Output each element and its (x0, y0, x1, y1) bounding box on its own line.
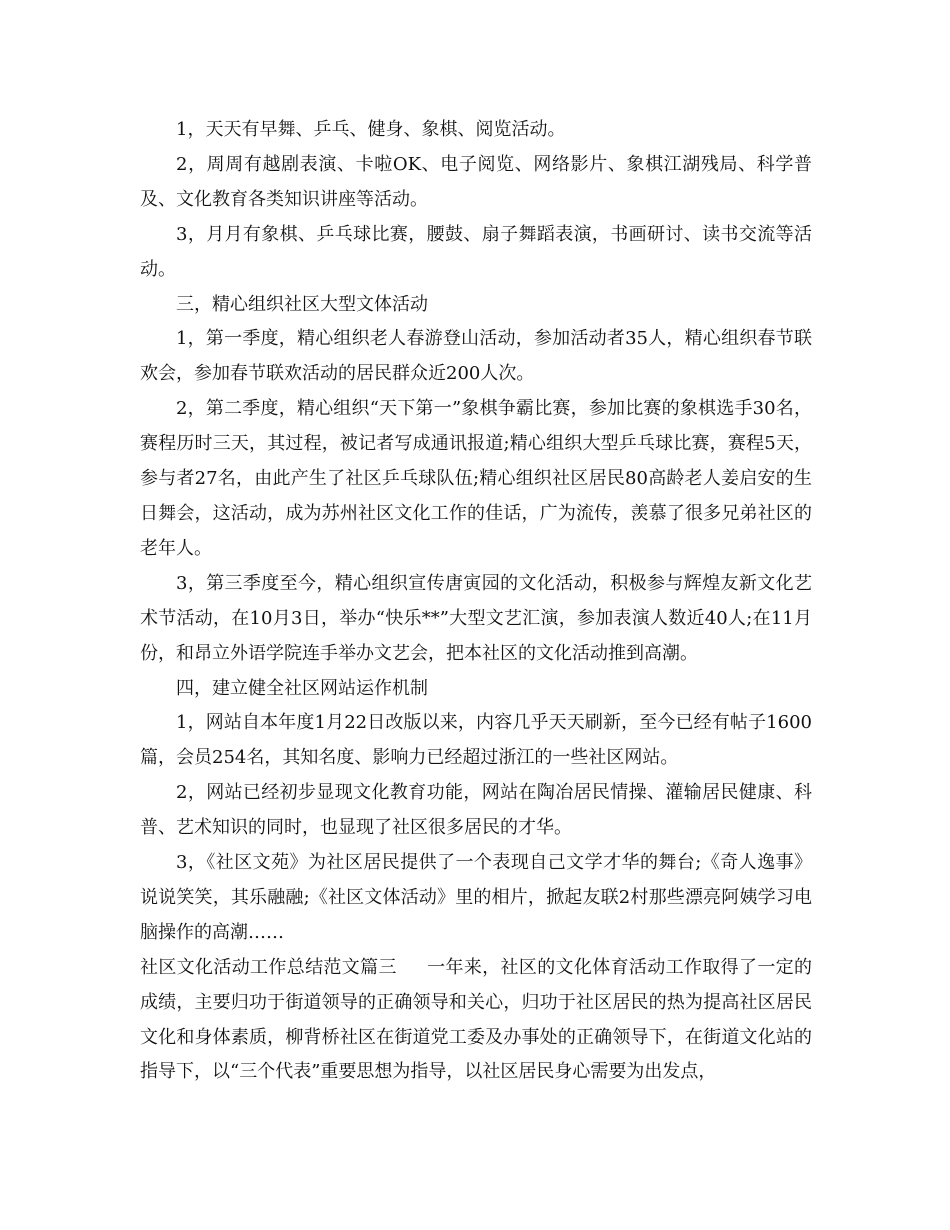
heading-website-mechanism: 四，建立健全社区网站运作机制 (176, 677, 428, 699)
paragraph-second-quarter: 2，第二季度，精心组织“天下第一”象棋争霸比赛，参加比赛的象棋选手30名，赛程历时三天，其过程，被记者写成通讯报道;精心组织大型乒乓球比赛，赛程5天，参与者27名，由此产生了社区乒乓球队伍;精心组织社区居民80高龄老人姜启安的生日舞会，这活动，成为苏州社区文化工作的佳话，广为流传，羡慕了很多兄弟社区的老年人。 (140, 398, 812, 559)
paragraph-third-quarter: 3，第三季度至今，精心组织宣传唐寅园的文化活动，积极参与辉煌友新文化艺术节活动，在10月3日，举办“快乐**”大型文艺汇演，参加表演人数近40人;在11月份，和昂立外语学院连手举办文艺会，把本社区的文化活动推到高潮。 (140, 572, 812, 664)
paragraph-first-quarter: 1，第一季度，精心组织老人春游登山活动，参加活动者35人，精心组织春节联欢会，参加春节联欢活动的居民群众近200人次。 (140, 328, 812, 385)
section-body: 一年来，社区的文化体育活动工作取得了一定的成绩，主要归功于街道领导的正确领导和关心，归功于社区居民的热为提高社区居民文化和身体素质，柳背桥社区在街道党工委及办事处的正确领导下，在街道文化站的指导下，以“三个代表”重要思想为指导，以社区居民身心需要为出发点， (140, 956, 813, 1083)
paragraph-website-education: 2，网站已经初步显现文化教育功能，网站在陶冶居民情操、灌输居民健康、科普、艺术知识的同时，也显现了社区很多居民的才华。 (140, 782, 812, 839)
document-body (140, 113, 812, 1090)
section-title: 社区文化活动工作总结范文篇三 (140, 956, 397, 978)
paragraph-weekly-activities: 2，周周有越剧表演、卡啦OK、电子阅览、网络影片、象棋江湖残局、科学普及、文化教育各类知识讲座等活动。 (140, 153, 812, 210)
section-three (140, 951, 812, 1091)
paragraph-website-revision: 1，网站自本年度1月22日改版以来，内容几乎天天刷新，至今已经有帖子1600篇，会员254名，其知名度、影响力已经超过浙江的一些社区网站。 (140, 712, 812, 769)
paragraph-monthly-activities: 3，月月有象棋、乒乓球比赛，腰鼓、扇子舞蹈表演，书画研讨、读书交流等活动。 (140, 223, 812, 280)
paragraph-daily-activities: 1，天天有早舞、乒乓、健身、象棋、阅览活动。 (176, 119, 566, 140)
heading-large-events: 三，精心组织社区大型文体活动 (176, 293, 428, 315)
paragraph-website-columns: 3，《社区文苑》为社区居民提供了一个表现自己文学才华的舞台;《奇人逸事》说说笑笑，其乐融融;《社区文体活动》里的相片，掀起友联2村那些漂亮阿姨学习电脑操作的高潮…… (140, 852, 812, 943)
